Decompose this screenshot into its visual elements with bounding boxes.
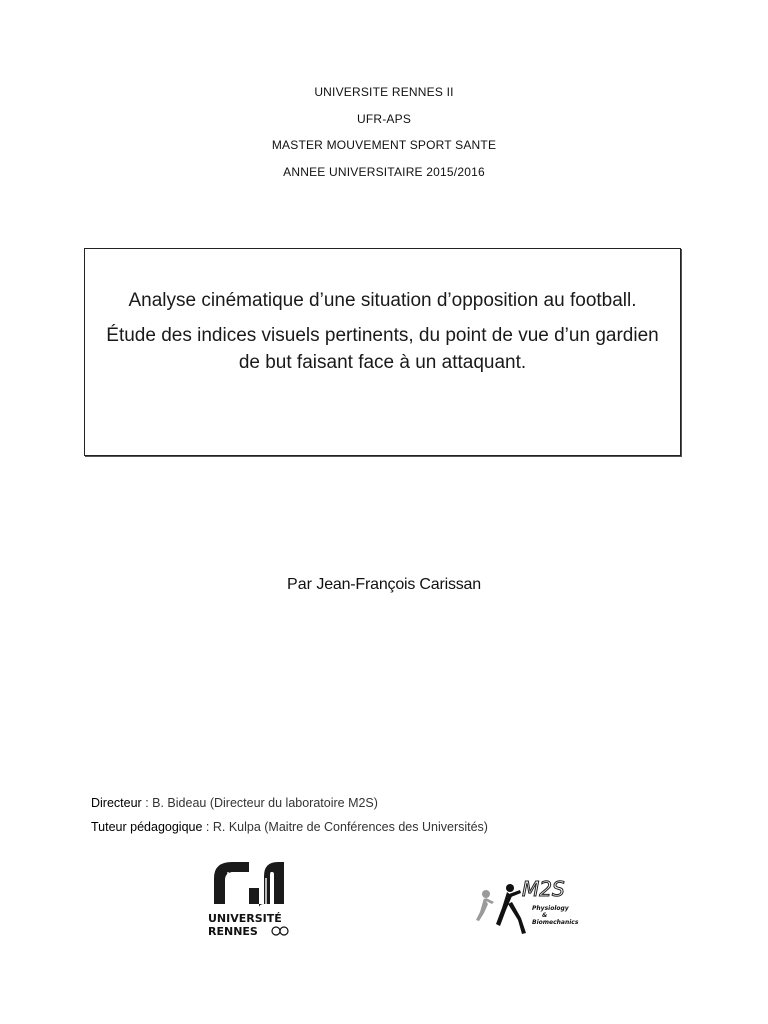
director-row [91, 796, 488, 810]
universite-rennes-logo [204, 858, 294, 940]
university-name: UNIVERSITE RENNES II [314, 85, 454, 99]
m2s-lab-logo [474, 868, 584, 940]
director-value: : B. Bideau (Directeur du laboratoire M2S) [141, 796, 378, 810]
credits-block [91, 796, 488, 844]
tutor-row [91, 820, 488, 834]
m2s-athlete-figure [476, 890, 494, 921]
m2s-logo-line3: Biomechanics [532, 919, 579, 926]
author-name: Jean-François Carissan [316, 576, 481, 593]
header-block [0, 86, 768, 192]
ufr-name: UFR-APS [356, 111, 412, 126]
director-label: Directeur [91, 796, 142, 810]
title-box [84, 248, 681, 456]
master-name: MASTER MOUVEMENT SPORT SANTE [271, 138, 497, 152]
rennes-logo-line1: UNIVERSITÉ [208, 912, 282, 925]
rennes-logo-line2: RENNES [208, 925, 258, 938]
thesis-title: Analyse cinématique d’une situation d’opposition au football. [128, 290, 637, 311]
m2s-logo-line2: & [542, 912, 548, 919]
tutor-value: : R. Kulpa (Maitre de Conférences des Universités) [202, 820, 488, 834]
author-line [0, 576, 768, 594]
m2s-logo-line1: Physiology [532, 905, 569, 912]
rennes-logo-mark [214, 862, 284, 908]
author-prefix: Par [287, 576, 312, 593]
academic-year: ANNEE UNIVERSITAIRE 2015/2016 [283, 164, 485, 179]
thesis-subtitle: Étude des indices visuels pertinents, du point de vue d’un gardien de but faisant face à un attaquant. [106, 325, 659, 373]
m2s-logo-name: M2S [522, 877, 565, 901]
tutor-label: Tuteur pédagogique [91, 820, 203, 834]
